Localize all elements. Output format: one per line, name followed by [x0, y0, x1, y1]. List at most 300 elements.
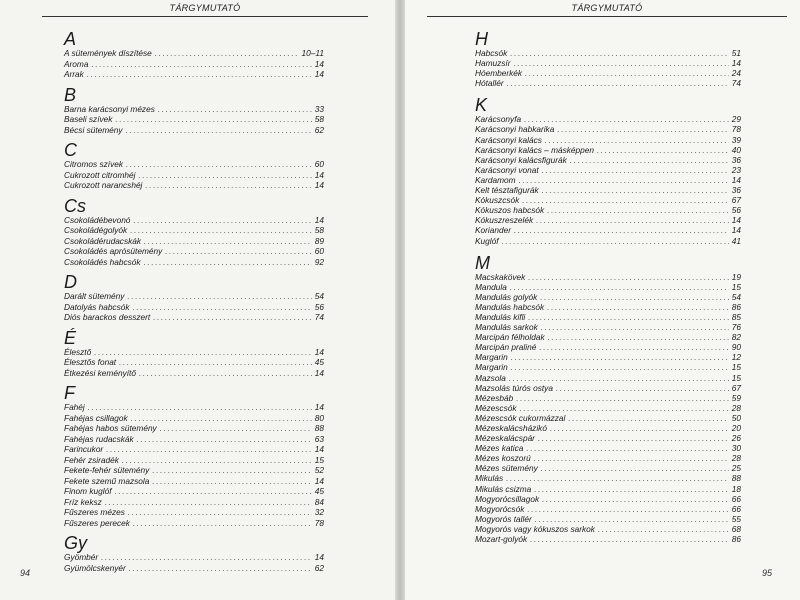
dot-leader: [506, 473, 729, 483]
entry-name: Kókuszcsók: [475, 195, 520, 206]
index-entry: [64, 507, 324, 518]
index-entry: [64, 423, 324, 434]
index-entry: [64, 465, 324, 476]
left-page: [0, 0, 395, 600]
index-entry: [64, 225, 324, 236]
entry-page-number: 25: [731, 463, 741, 474]
entry-name: Mogyorós vagy kókuszos sarkok: [475, 523, 595, 534]
dot-leader: [570, 155, 729, 165]
section-letter: H: [475, 29, 488, 49]
index-section: [64, 86, 324, 136]
index-entry: [64, 69, 324, 80]
index-entry: [475, 78, 741, 88]
dot-leader: [101, 552, 312, 563]
index-entry: [475, 453, 741, 463]
entry-name: Barna karácsonyi mézes: [64, 103, 155, 114]
entry-name: Kardamom: [475, 174, 516, 185]
entry-page-number: 14: [314, 367, 324, 378]
entry-name: Darált sütemény: [64, 291, 125, 301]
dot-leader: [133, 302, 312, 313]
section-letter: A: [64, 29, 77, 49]
dot-leader: [115, 486, 312, 497]
dot-leader: [138, 170, 311, 181]
index-entry: [64, 180, 324, 191]
entry-page-number: 76: [731, 322, 741, 333]
entry-name: Mogyorócsillagok: [475, 493, 540, 504]
entry-name: Mézeskalácsházikó: [475, 423, 547, 433]
entry-page-number: 14: [314, 169, 324, 180]
dot-leader: [144, 257, 312, 268]
dot-leader: [550, 423, 729, 433]
dot-leader: [152, 465, 311, 476]
index-entry: [475, 215, 741, 225]
entry-page-number: 15: [731, 372, 741, 383]
dot-leader: [507, 78, 729, 88]
entry-name: Fekete szemű mazsola: [64, 475, 150, 486]
index-entry: [475, 484, 741, 494]
entry-name: Hóemberkék: [475, 68, 523, 79]
entry-name: Fűszeres mézes: [64, 507, 125, 517]
dot-leader: [541, 322, 729, 332]
dot-leader: [510, 48, 728, 58]
dot-leader: [130, 225, 312, 236]
index-entry: [64, 125, 324, 136]
dot-leader: [119, 357, 312, 368]
entry-page-number: 40: [731, 144, 741, 155]
dot-leader: [514, 58, 729, 68]
dot-leader: [535, 514, 729, 524]
index-section: [64, 384, 324, 528]
index-entry: [475, 225, 741, 235]
dot-leader: [91, 59, 311, 70]
dot-leader: [525, 68, 729, 78]
entry-page-number: 54: [731, 291, 741, 302]
index-entry: [475, 352, 741, 362]
dot-leader: [106, 444, 312, 455]
index-entry: [475, 524, 741, 534]
index-entry: [475, 302, 741, 312]
entry-name: Hamuzsír: [475, 58, 511, 69]
entry-page-number: 14: [314, 552, 324, 562]
entry-page-number: 28: [731, 453, 741, 464]
dot-leader: [534, 453, 729, 463]
index-section: [64, 329, 324, 379]
dot-leader: [597, 145, 729, 155]
entry-name: Mézes sütemény: [475, 463, 538, 474]
section-letter: F: [64, 383, 75, 403]
dot-leader: [165, 246, 312, 257]
entry-page-number: 18: [731, 483, 741, 494]
index-entry: [475, 185, 741, 195]
dot-leader: [522, 195, 728, 205]
index-entry: [64, 159, 324, 170]
page-header: TÁRGYMUTATÓ: [169, 3, 241, 13]
index-entry: [475, 165, 741, 175]
dot-leader: [133, 518, 312, 529]
entry-page-number: 78: [314, 517, 324, 528]
entry-name: Macskakövek: [475, 271, 526, 282]
dot-leader: [160, 423, 312, 434]
header-rule: [427, 16, 787, 17]
header-rule: [42, 16, 368, 17]
index-entry: [64, 434, 324, 445]
entry-name: Karácsonyi kalácsfigurák: [475, 154, 567, 165]
entry-name: Fahéj: [64, 402, 85, 412]
dot-leader: [547, 205, 729, 215]
dot-leader: [548, 332, 729, 342]
index-section: [475, 30, 741, 88]
dot-leader: [538, 433, 729, 443]
entry-page-number: 60: [314, 246, 324, 256]
entry-name: Mikulás: [475, 473, 504, 484]
entry-name: Mogyorós tallér: [475, 513, 532, 524]
entry-name: Fahéjas csillagok: [64, 412, 128, 423]
entry-name: Mézescsók: [475, 402, 517, 413]
index-entry: [475, 236, 741, 246]
index-column: [64, 30, 324, 573]
entry-name: Fahéjas habos sütemény: [64, 423, 157, 433]
dot-leader: [541, 463, 729, 473]
entry-name: Mandulás sarkok: [475, 322, 538, 333]
dot-leader: [137, 434, 312, 445]
entry-page-number: 14: [731, 215, 741, 226]
entry-name: Karácsonyi vonat: [475, 164, 539, 175]
entry-page-number: 85: [731, 311, 741, 322]
index-entry: [475, 383, 741, 393]
entry-name: Finom kuglóf: [64, 486, 112, 496]
entry-page-number: 60: [314, 159, 324, 169]
index-entry: [475, 433, 741, 443]
entry-page-number: 15: [314, 454, 324, 465]
entry-page-number: 66: [731, 503, 741, 514]
dot-leader: [88, 402, 312, 413]
index-entry: [64, 291, 324, 302]
index-entry: [475, 373, 741, 383]
entry-name: Mézescsók cukormázzal: [475, 412, 566, 423]
entry-page-number: 67: [731, 195, 741, 206]
section-letter: C: [64, 140, 77, 160]
index-entry: [475, 534, 741, 544]
dot-leader: [144, 236, 312, 247]
entry-page-number: 36: [731, 154, 741, 165]
index-entry: [475, 504, 741, 514]
entry-name: Marcipán félholdak: [475, 332, 545, 343]
entry-name: Mozart-golyók: [475, 534, 528, 545]
entry-page-number: 12: [731, 352, 741, 363]
dot-leader: [598, 524, 729, 534]
index-entry: [64, 170, 324, 181]
entry-page-number: 28: [731, 402, 741, 413]
section-letter: B: [64, 84, 77, 105]
entry-name: Élesztő: [64, 346, 92, 357]
dot-leader: [126, 125, 312, 136]
dot-leader: [519, 175, 729, 185]
index-section: [64, 141, 324, 191]
entry-name: Karácsonyfa: [475, 114, 522, 125]
entry-name: Cukrozott narancshéj: [64, 180, 143, 190]
dot-leader: [526, 443, 728, 453]
index-entry: [475, 342, 741, 352]
entry-name: Mikulás csizma: [475, 483, 532, 494]
entry-name: Margarin: [475, 362, 508, 373]
entry-name: Bécsi sütemény: [64, 124, 123, 135]
entry-name: Margarin: [475, 352, 508, 363]
dot-leader: [115, 114, 311, 125]
dot-leader: [534, 484, 729, 494]
entry-page-number: 14: [314, 58, 324, 69]
index-section: [64, 273, 324, 323]
entry-name: Kókuszreszelék: [475, 215, 534, 226]
entry-page-number: 80: [314, 412, 324, 423]
dot-leader: [524, 114, 729, 124]
page-number: 94: [20, 568, 31, 578]
index-entry: [64, 413, 324, 424]
entry-name: Karácsonyi habkarika: [475, 124, 555, 135]
index-section: [475, 254, 741, 545]
entry-page-number: 88: [731, 473, 741, 484]
entry-name: Mézeskalácspár: [475, 433, 535, 444]
dot-leader: [129, 563, 312, 574]
index-entry: [475, 48, 741, 58]
entry-name: Csokoládébevonó: [64, 214, 131, 225]
dot-leader: [540, 292, 729, 302]
dot-leader: [128, 507, 312, 518]
entry-page-number: 41: [731, 235, 741, 246]
index-entry: [64, 486, 324, 497]
index-entry: [475, 205, 741, 215]
dot-leader: [127, 291, 311, 302]
dot-leader: [516, 393, 728, 403]
entry-page-number: 92: [314, 256, 324, 267]
index-entry: [64, 312, 324, 323]
entry-page-number: 52: [314, 465, 324, 475]
entry-name: Mandulás habcsók: [475, 301, 545, 312]
entry-name: Farincukor: [64, 444, 104, 454]
entry-name: Kuglóf: [475, 235, 499, 246]
dot-leader: [536, 215, 729, 225]
entry-page-number: 62: [314, 124, 324, 135]
entry-page-number: 14: [314, 346, 324, 357]
dot-leader: [542, 165, 729, 175]
entry-page-number: 14: [731, 174, 741, 185]
section-letter: D: [64, 272, 77, 292]
entry-name: Karácsonyi kalács – másképpen: [475, 144, 594, 155]
entry-page-number: 14: [314, 475, 324, 486]
index-entry: [475, 332, 741, 342]
section-letter: Gy: [64, 533, 88, 553]
index-entry: [475, 124, 741, 134]
entry-name: Fahéjas rudacskák: [64, 433, 134, 444]
entry-page-number: 84: [314, 496, 324, 507]
entry-page-number: 29: [731, 114, 741, 125]
entry-name: Fríz keksz: [64, 496, 102, 507]
entry-page-number: 50: [731, 412, 741, 423]
dot-leader: [509, 373, 729, 383]
entry-page-number: 14: [314, 180, 324, 190]
entry-page-number: 86: [731, 534, 741, 545]
entry-name: Fekete-fehér sütemény: [64, 465, 150, 475]
index-section: [64, 197, 324, 268]
index-entry: [475, 272, 741, 282]
entry-name: Mézesbáb: [475, 392, 514, 403]
index-entry: [475, 282, 741, 292]
index-section: [64, 30, 324, 80]
entry-page-number: 78: [731, 124, 741, 135]
entry-page-number: 86: [731, 301, 741, 312]
entry-page-number: 56: [314, 301, 324, 312]
dot-leader: [105, 497, 312, 508]
entry-name: Habcsók: [475, 48, 508, 58]
dot-leader: [557, 124, 728, 134]
entry-name: Fűszeres perecek: [64, 517, 130, 528]
dot-leader: [126, 159, 312, 170]
section-letter: Cs: [64, 195, 86, 216]
index-entry: [64, 246, 324, 257]
dot-leader: [530, 534, 729, 544]
dot-leader: [153, 312, 312, 323]
entry-page-number: 82: [731, 332, 741, 343]
index-entry: [64, 236, 324, 247]
entry-page-number: 33: [314, 103, 324, 114]
entry-name: Marcipán praliné: [475, 342, 537, 353]
dot-leader: [520, 403, 729, 413]
dot-leader: [139, 368, 312, 379]
index-entry: [475, 292, 741, 302]
dot-leader: [510, 282, 729, 292]
entry-name: Kókuszos habcsók: [475, 205, 545, 216]
index-entry: [64, 357, 324, 368]
index-entry: [475, 155, 741, 165]
entry-page-number: 58: [314, 225, 324, 235]
dot-leader: [539, 342, 728, 352]
entry-page-number: 59: [731, 392, 741, 403]
page-header: TÁRGYMUTATÓ: [571, 3, 643, 13]
index-entry: [475, 423, 741, 433]
entry-name: Gyömbér: [64, 552, 99, 562]
entry-name: Élesztős fonat: [64, 357, 117, 367]
index-entry: [64, 48, 324, 59]
entry-page-number: 14: [731, 225, 741, 236]
entry-name: Étkezési keményítő: [64, 367, 136, 378]
entry-name: Kelt tésztafigurák: [475, 185, 539, 196]
entry-page-number: 14: [314, 402, 324, 412]
dot-leader: [514, 225, 729, 235]
entry-page-number: 45: [314, 357, 324, 367]
index-entry: [475, 114, 741, 124]
entry-name: Csokoládés aprósütemény: [64, 246, 163, 256]
index-entry: [475, 514, 741, 524]
entry-page-number: 14: [314, 69, 324, 79]
index-entry: [64, 518, 324, 529]
entry-page-number: 74: [314, 312, 324, 322]
index-entry: [64, 302, 324, 313]
entry-page-number: 88: [314, 423, 324, 433]
entry-page-number: 68: [731, 523, 741, 534]
entry-name: Cukrozott citromhéj: [64, 169, 136, 180]
dot-leader: [87, 69, 312, 80]
entry-name: Karácsonyi kalács: [475, 134, 542, 145]
entry-page-number: 24: [731, 68, 741, 79]
entry-name: Koriander: [475, 225, 511, 236]
entry-name: A sütemények díszítése: [64, 48, 152, 58]
dot-leader: [528, 312, 729, 322]
index-entry: [475, 322, 741, 332]
entry-page-number: 55: [731, 513, 741, 524]
entry-name: Datolyás habcsók: [64, 301, 130, 312]
entry-name: Csokoládérudacskák: [64, 235, 142, 246]
dot-leader: [528, 272, 729, 282]
entry-page-number: 15: [731, 281, 741, 292]
entry-page-number: 36: [731, 185, 741, 196]
entry-name: Fehér zsiradék: [64, 454, 119, 465]
entry-page-number: 14: [731, 58, 741, 69]
entry-name: Csokoládégolyók: [64, 225, 128, 235]
entry-name: Diós barackos desszert: [64, 312, 151, 322]
index-entry: [475, 463, 741, 473]
index-entry: [475, 362, 741, 372]
index-entry: [475, 403, 741, 413]
dot-leader: [545, 135, 729, 145]
entry-name: Mézes koszorú: [475, 453, 531, 464]
entry-page-number: 15: [731, 362, 741, 373]
entry-page-number: 19: [731, 271, 741, 282]
index-entry: [475, 393, 741, 403]
index-entry: [64, 347, 324, 358]
index-entry: [475, 58, 741, 68]
index-entry: [64, 552, 324, 563]
dot-leader: [122, 455, 312, 466]
index-column: [475, 30, 741, 544]
entry-page-number: 20: [731, 423, 741, 433]
entry-name: Mazsolás túrós ostya: [475, 382, 553, 393]
index-entry: [64, 455, 324, 466]
entry-name: Mandulás golyók: [475, 291, 538, 302]
entry-page-number: 51: [731, 48, 741, 58]
dot-leader: [556, 383, 729, 393]
index-entry: [64, 59, 324, 70]
entry-page-number: 26: [731, 433, 741, 444]
index-entry: [64, 402, 324, 413]
index-entry: [475, 494, 741, 504]
entry-name: Gyümölcskenyér: [64, 562, 126, 573]
entry-page-number: 32: [314, 507, 324, 517]
index-entry: [64, 257, 324, 268]
index-entry: [64, 497, 324, 508]
index-entry: [64, 114, 324, 125]
entry-page-number: 90: [731, 342, 741, 353]
index-entry: [64, 444, 324, 455]
dot-leader: [145, 180, 311, 191]
book-gutter: [395, 0, 405, 600]
entry-page-number: 14: [314, 444, 324, 454]
index-entry: [64, 215, 324, 226]
index-entry: [64, 104, 324, 115]
dot-leader: [542, 185, 729, 195]
dot-leader: [511, 362, 729, 372]
entry-name: Aroma: [64, 58, 89, 69]
entry-page-number: 14: [314, 214, 324, 225]
index-section: [475, 96, 741, 245]
entry-name: Citromos szívek: [64, 159, 124, 169]
entry-page-number: 58: [314, 114, 324, 124]
index-entry: [475, 413, 741, 423]
entry-name: Arrak: [64, 69, 84, 79]
entry-name: Mandula: [475, 281, 507, 292]
entry-page-number: 30: [731, 443, 741, 454]
index-entry: [64, 476, 324, 487]
entry-page-number: 62: [314, 562, 324, 573]
entry-page-number: 67: [731, 382, 741, 393]
